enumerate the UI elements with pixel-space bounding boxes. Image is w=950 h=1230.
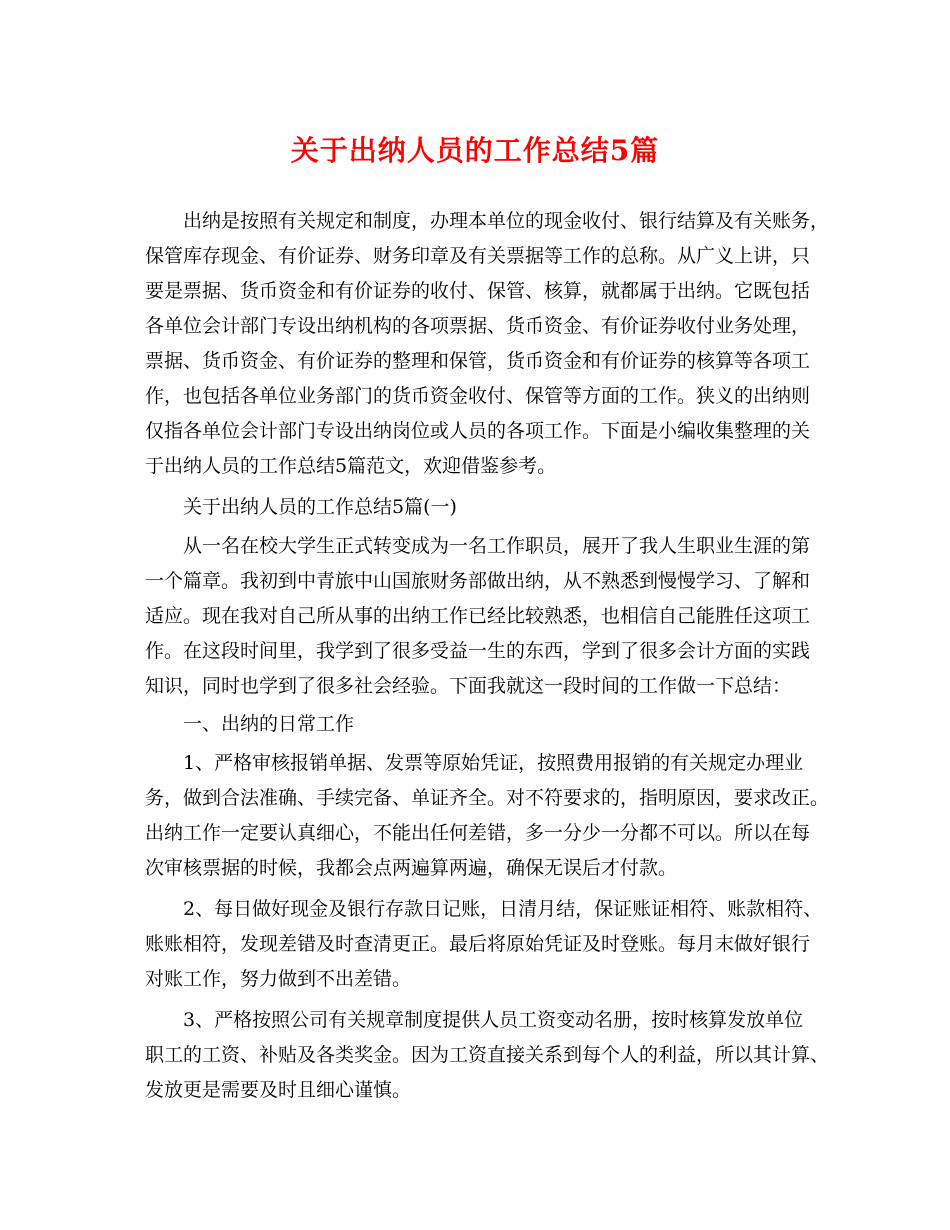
paragraph-line: 作，也包括各单位业务部门的货币资金收付、保管等方面的工作。狭义的出纳则	[145, 385, 811, 407]
paragraph-line: 票据、货币资金、有价证券的整理和保管，货币资金和有价证券的核算等各项工	[145, 350, 811, 372]
paragraph-line: 出纳工作一定要认真细心，不能出任何差错，多一分少一分都不可以。所以在每	[145, 822, 811, 844]
document-title: 关于出纳人员的工作总结5篇	[290, 134, 660, 167]
paragraph-line: 一个篇章。我初到中青旅中山国旅财务部做出纳，从不熟悉到慢慢学习、了解和	[145, 570, 811, 592]
paragraph-line: 知识，同时也学到了很多社会经验。下面我就这一段时间的工作做一下总结：	[145, 675, 792, 697]
paragraph-line: 要是票据、货币资金和有价证券的收付、保管、核算，就都属于出纳。它既包括	[145, 280, 811, 302]
paragraph-line: 作。在这段时间里，我学到了很多受益一生的东西，学到了很多会计方面的实践	[145, 640, 811, 662]
paragraph-line: 职工的工资、补贴及各类奖金。因为工资直接关系到每个人的利益，所以其计算、	[145, 1044, 830, 1066]
paragraph-line: 对账工作，努力做到不出差错。	[145, 968, 412, 990]
section-heading: 一、出纳的日常工作	[183, 713, 355, 735]
paragraph-line: 出纳是按照有关规定和制度，办理本单位的现金收付、银行结算及有关账务，	[183, 210, 830, 232]
paragraph-line: 发放更是需要及时且细心谨慎。	[145, 1079, 412, 1101]
paragraph-line: 各单位会计部门专设出纳机构的各项票据、货币资金、有价证券收付业务处理，	[145, 315, 811, 337]
paragraph-line: 1、严格审核报销单据、发票等原始凭证，按照费用报销的有关规定办理业	[183, 752, 804, 774]
paragraph-line: 次审核票据的时候，我都会点两遍算两遍，确保无误后才付款。	[145, 857, 678, 879]
paragraph-line: 适应。现在我对自己所从事的出纳工作已经比较熟悉，也相信自己能胜任这项工	[145, 605, 811, 627]
paragraph-line: 从一名在校大学生正式转变成为一名工作职员，展开了我人生职业生涯的第	[183, 535, 811, 557]
paragraph-line: 2、每日做好现金及银行存款日记账，日清月结，保证账证相符、账款相符、	[183, 898, 823, 920]
paragraph-line: 于出纳人员的工作总结5篇范文，欢迎借鉴参考。	[145, 455, 557, 477]
paragraph-line: 3、严格按照公司有关规章制度提供人员工资变动名册，按时核算发放单位	[183, 1009, 804, 1031]
paragraph-line: 仅指各单位会计部门专设出纳岗位或人员的各项工作。下面是小编收集整理的关	[145, 420, 811, 442]
paragraph-line: 务，做到合法准确、手续完备、单证齐全。对不符要求的，指明原因，要求改正。	[145, 787, 830, 809]
section-subtitle: 关于出纳人员的工作总结5篇(一)	[183, 496, 457, 518]
paragraph-line: 保管库存现金、有价证券、财务印章及有关票据等工作的总称。从广义上讲，只	[145, 245, 811, 267]
paragraph-line: 账账相符，发现差错及时查清更正。最后将原始凭证及时登账。每月末做好银行	[145, 933, 811, 955]
